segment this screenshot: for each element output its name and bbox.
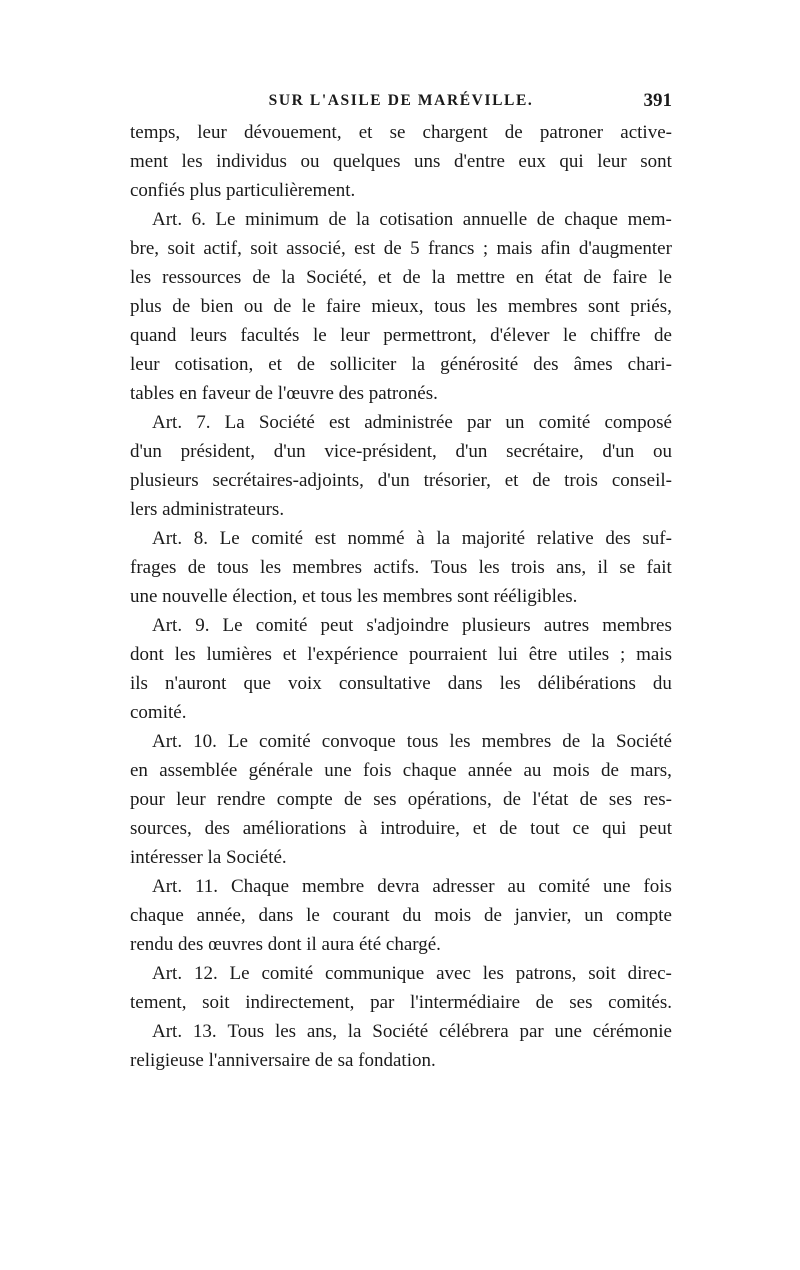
text-line: leur cotisation, et de solliciter la générosité des âmes chari- bbox=[130, 354, 672, 375]
text-line: intéresser la Société. bbox=[130, 847, 287, 868]
text-line: en assemblée générale une fois chaque année au mois de mars, bbox=[130, 760, 672, 781]
text-line: quand leurs facultés le leur permettront, d'élever le chiffre de bbox=[130, 325, 672, 346]
text-line: rendu des œuvres dont il aura été chargé. bbox=[130, 934, 441, 955]
page-number: 391 bbox=[643, 90, 672, 111]
text-line: comité. bbox=[130, 702, 187, 723]
text-line: une nouvelle élection, et tous les membres sont rééligibles. bbox=[130, 586, 578, 607]
text-line: Art. 8. Le comité est nommé à la majorité relative des suf- bbox=[152, 528, 672, 549]
text-line: religieuse l'anniversaire de sa fondation. bbox=[130, 1050, 436, 1071]
text-line: temps, leur dévouement, et se chargent de patroner active- bbox=[130, 122, 672, 143]
text-line: bre, soit actif, soit associé, est de 5 francs ; mais afin d'augmenter bbox=[130, 238, 672, 259]
text-line: Art. 10. Le comité convoque tous les membres de la Société bbox=[152, 731, 672, 752]
text-line: d'un président, d'un vice-président, d'un secrétaire, d'un ou bbox=[130, 441, 672, 462]
text-line: Art. 7. La Société est administrée par un comité composé bbox=[152, 412, 672, 433]
body-text bbox=[130, 118, 672, 1075]
text-line: Art. 11. Chaque membre devra adresser au comité une fois bbox=[152, 876, 672, 897]
text-line: sources, des améliorations à introduire, et de tout ce qui peut bbox=[130, 818, 672, 839]
text-line: lers administrateurs. bbox=[130, 499, 285, 520]
text-line: ment les individus ou quelques uns d'entre eux qui leur sont bbox=[130, 151, 672, 172]
text-line: Art. 9. Le comité peut s'adjoindre plusieurs autres membres bbox=[152, 615, 672, 636]
text-line: confiés plus particulièrement. bbox=[130, 180, 356, 201]
text-line: frages de tous les membres actifs. Tous les trois ans, il se fait bbox=[130, 557, 672, 578]
text-line: Art. 13. Tous les ans, la Société célébrera par une cérémonie bbox=[152, 1021, 672, 1042]
text-line: dont les lumières et l'expérience pourraient lui être utiles ; mais bbox=[130, 644, 672, 665]
text-line: Art. 6. Le minimum de la cotisation annuelle de chaque mem- bbox=[152, 209, 672, 230]
running-title: SUR L'ASILE DE MARÉVILLE. bbox=[268, 92, 534, 109]
text-line: tables en faveur de l'œuvre des patronés. bbox=[130, 383, 438, 404]
text-line: tement, soit indirectement, par l'intermédiaire de ses comités. bbox=[130, 992, 672, 1013]
text-line: ils n'auront que voix consultative dans les délibérations du bbox=[130, 673, 672, 694]
text-line: chaque année, dans le courant du mois de janvier, un compte bbox=[130, 905, 672, 926]
running-head bbox=[130, 92, 672, 116]
text-line: pour leur rendre compte de ses opérations, de l'état de ses res- bbox=[130, 789, 672, 810]
text-line: plus de bien ou de le faire mieux, tous les membres sont priés, bbox=[130, 296, 672, 317]
text-line: plusieurs secrétaires-adjoints, d'un trésorier, et de trois conseil- bbox=[130, 470, 672, 491]
text-line: les ressources de la Société, et de la mettre en état de faire le bbox=[130, 267, 672, 288]
text-line: Art. 12. Le comité communique avec les patrons, soit direc- bbox=[152, 963, 672, 984]
